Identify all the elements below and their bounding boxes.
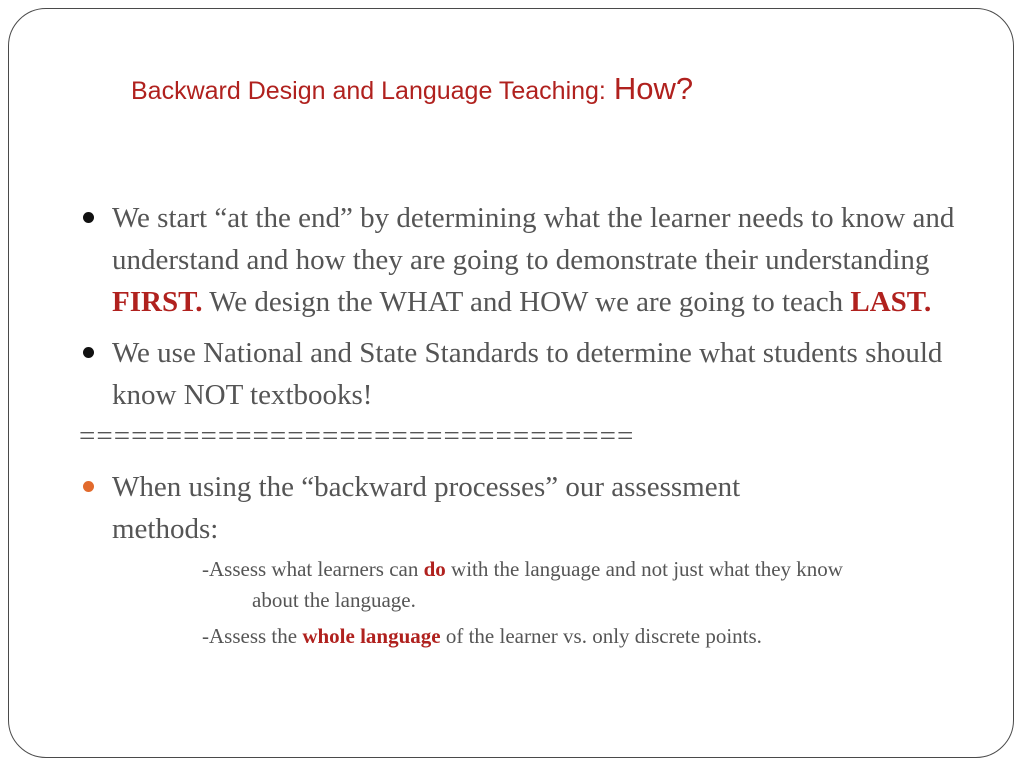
- sub-item: [79, 554, 984, 616]
- slide: [8, 8, 1014, 758]
- title-emphasis: How?: [613, 71, 694, 106]
- sub-item-continuation: about the language.: [252, 588, 416, 612]
- bullet-dot-orange-icon: [83, 481, 94, 492]
- sub-item: [79, 621, 984, 652]
- bullet-text-mid: We design the WHAT and HOW we are going to teach: [202, 286, 851, 318]
- bullet-item: [79, 197, 984, 323]
- bullet-item-assessment: [79, 466, 984, 550]
- title-main: Backward Design and Language Teaching:: [131, 77, 606, 105]
- highlight-whole-language: whole language: [302, 624, 441, 648]
- highlight-first: FIRST.: [112, 286, 203, 318]
- sub-item-text-post: of the learner vs. only discrete points.: [440, 624, 762, 648]
- sub-item-text-post: with the language and not just what they know: [445, 557, 843, 581]
- assessment-line-1: When using the “backward processes” our assessment: [112, 471, 741, 503]
- slide-body: [79, 197, 984, 652]
- highlight-do: do: [423, 557, 446, 581]
- bullet-item: [79, 332, 984, 416]
- bullet-text: We start “at the end” by determining what the learner needs to know and understand and how they are going to demonstrate their understanding: [112, 202, 955, 276]
- highlight-last: LAST.: [850, 286, 932, 318]
- sub-item-text: -Assess what learners can: [202, 557, 424, 581]
- bullet-dot-icon: [83, 347, 94, 358]
- bullet-dot-icon: [83, 212, 94, 223]
- separator-line: ================================: [79, 420, 635, 452]
- assessment-line-2: methods:: [112, 513, 219, 545]
- slide-title: [131, 71, 693, 107]
- sub-item-text: -Assess the: [202, 624, 303, 648]
- bullet-text: We use National and State Standards to determine what students should know NOT textbooks!: [112, 337, 943, 411]
